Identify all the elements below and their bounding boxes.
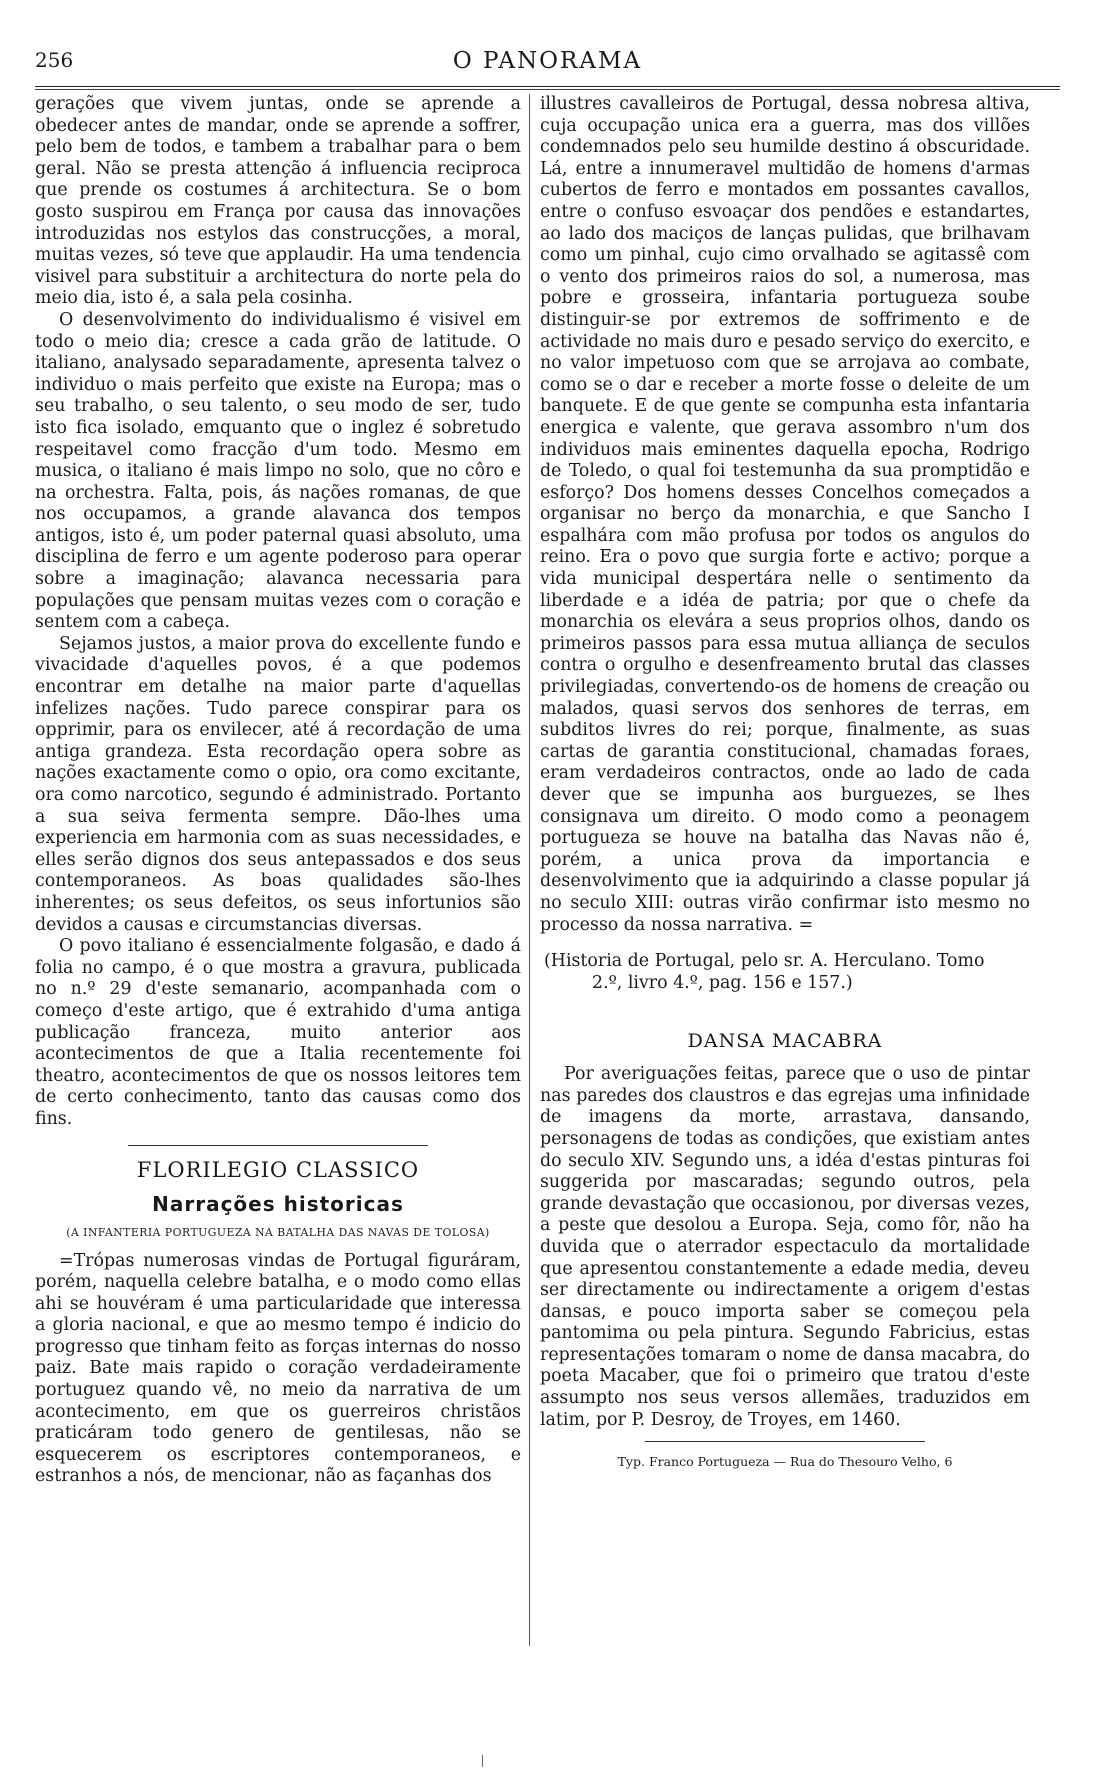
left-column [35, 94, 521, 1488]
printer-imprint: Typ. Franco Portugueza — Rua do Thesouro Velho, 6 [617, 1454, 953, 1470]
column-divider [529, 94, 530, 1646]
header-rule-thin [35, 89, 1060, 90]
page-number: 256 [35, 48, 74, 72]
paragraph: illustres cavalleiros de Portugal, dessa nobresa altiva, cuja occupação unica era a guerra, mas dos villões condemnados pelo seu humilde destino á obscuridade. Lá, entre a innumeravel multidão de homens d'armas cubertos de ferro e montados em possantes cavallos, entre o confuso esvoaçar dos pendões e estandartes, ao lado dos maciços de lanças pulidas, que brilhavam como um pinhal, cujo cimo orvalhado se agitassê com o vento dos primeiros raios do sol, a numerosa, mas pobre e grosseira, infantaria portugueza soube distinguir-se por extremos de soffrimento e de actividade no mais duro e pesado serviço do exercito, e no valor impetuoso com que se arrojava ao combate, como se o dar e receber a morte fosse o deleite de um banquete. E de que gente se compunha esta infantaria energica e valente, que gerava assombro n'um dos individuos mais eminentes daquella epocha, Rodrigo de Toledo, o qual foi testemunha da sua promptidão e esforço? Dos homens desses Concelhos começados a organisar no berço da monarchia, e que Sancho I espalhára com mão profusa por todos os angulos do reino. Era o povo que surgia forte e activo; porque a vida municipal despertára nelle o sentimento da liberdade e a idéa de patria; por que o chefe da monarchia os elevára a seus proprios olhos, dando os primeiros passos para essa mutua alliança de seculos contra o orgulho e desenfreamento brutal das classes privilegiadas, convertendo-os de homens de creação ou malados, quasi servos dos senhores de terras, em subditos livres do rei; porque, finalmente, as suas cartas de garantia constitucional, chamadas foraes, eram verdadeiros contractos, onde ao lado de cada dever que se impunha aos burguezes, se lhes consignava um direito. O modo como a peonagem portugueza se houve na batalha das Navas não é, porém, a unica prova da importancia e desenvolvimento que ia adquirindo a classe popular já no seculo XIII: outras virão confirmar isto mesmo no processo da nossa narrativa. = [540, 94, 1031, 935]
citation-line: 2.º, livro 4.º, pag. 156 e 157.) [592, 973, 853, 994]
section-note: (A INFANTERIA PORTUGUEZA NA BATALHA DAS NAVAS DE TOLOSA) [66, 1225, 490, 1239]
section-title: FLORILEGIO CLASSICO [136, 1157, 420, 1182]
section-subtitle: Narrações historicas [152, 1191, 404, 1216]
right-column [540, 94, 1030, 1469]
paragraph: O povo italiano é essencialmente folgasão, e dado á folia no campo, é o que mostra a gravura, publicada no n.º 29 d'este semanario, acompanhada com o começo d'este artigo, que é extrahido d'uma antiga publicação franceza, muito anterior aos acontecimentos de que a Italia recentemente foi theatro, acontecimentos de que os nossos leitores tem de certo conhecimento, tanto das causas como dos fins. [35, 936, 521, 1129]
paragraph: gerações que vivem juntas, onde se aprende a obedecer antes de mandar, onde se aprende a soffrer, pelo bem de todos, e tambem a trabalhar para o bem geral. Não se presta attenção á influencia reciproca que prende os costumes á architectura. Se o bom gosto suspirou em França por causa das innovações introduzidas nos estylos das construcções, a moral, muitas vezes, só teve que applaudir. Ha uma tendencia visivel para substituir a architectura do norte pela do meio dia, isto é, a sala pela cosinha. [35, 94, 521, 309]
footer-separator [645, 1441, 925, 1442]
section-separator [128, 1145, 428, 1146]
page-mark [482, 1755, 484, 1767]
masthead: O PANORAMA [452, 48, 643, 74]
citation-line: (Historia de Portugal, pelo sr. A. Herculano. Tomo [544, 951, 985, 972]
paragraph: =Trópas numerosas vindas de Portugal figuráram, porém, naquella celebre batalha, e o modo como ellas ahi se houvéram é uma particularidade que interessa a gloria nacional, e que ao mesmo tempo é indicio do progresso que tinham feito as forças internas do nosso paiz. Bate mais rapido o coração verdadeiramente portuguez quando vê, no meio da narrativa de um acontecimento, em que os guerreiros christãos praticáram todo genero de gentilesas, não se esquecerem os escriptores contemporaneos, e estranhos a nós, de mencionar, não as façanhas dos [35, 1250, 521, 1487]
citation [540, 950, 1030, 994]
article-title: DANSA MACABRA [687, 1030, 883, 1053]
paragraph: O desenvolvimento do individualismo é visivel em todo o meio dia; cresce a cada grão de latitude. O italiano, analysado separadamente, apresenta talvez o individuo o mais perfeito que existe na Europa; mas o seu trabalho, o seu talento, o seu modo de ser, tudo isto fica isolado, emquanto que o inglez é sobretudo respeitavel como fracção d'um todo. Mesmo em musica, o italiano é mais limpo no solo, que no côro e na orchestra. Falta, pois, ás nações romanas, de que nos occupamos, a grande alavanca dos tempos antigos, isto é, um poder paternal quasi absoluto, uma disciplina de ferro e um agente poderoso para operar sobre a imaginação; alavanca necessaria para populações que pensam muitas vezes com o coração e sentem com a cabeça. [35, 309, 521, 633]
header-rule [35, 86, 1060, 87]
paragraph: Por averiguações feitas, parece que o uso de pintar nas paredes dos claustros e das egrejas uma infinidade de imagens da morte, arrastava, dansando, personagens de todas as condições, que existiam antes do seculo XIV. Segundo uns, a idéa d'estas pinturas foi suggerida por mascaradas; segundo outros, pela grande devastação que occasionou, por diversas vezes, a peste que desolou a Europa. Seja, como fôr, não ha duvida que o aterrador espectaculo da mortalidade que apresentou constantemente a edade media, deveu ser directamente ou indirectamente a origem d'estas dansas, e pouco importa saber se começou pela pantomima ou pela pintura. Segundo Fabricius, estas representações tomaram o nome de dansa macabra, do poeta Macaber, que foi o primeiro que tratou d'este assumpto nos seus versos allemães, traduzidos em latim, por P. Desroy, de Troyes, em 1460. [540, 1064, 1030, 1430]
paragraph: Sejamos justos, a maior prova do excellente fundo e vivacidade d'aquelles povos, é a que podemos encontrar em detalhe na maior parte d'aquellas infelizes nações. Tudo parece conspirar para os opprimir, para os envilecer, até á recordação de uma antiga grandeza. Esta recordação opera sobre as nações exactamente como o opio, ora como excitante, ora como narcotico, segundo é administrado. Portanto a sua seiva fermenta sempre. Dão-lhes uma experiencia em harmonia com as suas necessidades, e elles serão dignos dos seus antepassados e dos seus contemporaneos. As boas qualidades são-lhes inherentes; os seus defeitos, os seus infortunios são devidos a causas e circumstancias diversas. [35, 633, 521, 935]
page-header [35, 48, 1060, 78]
